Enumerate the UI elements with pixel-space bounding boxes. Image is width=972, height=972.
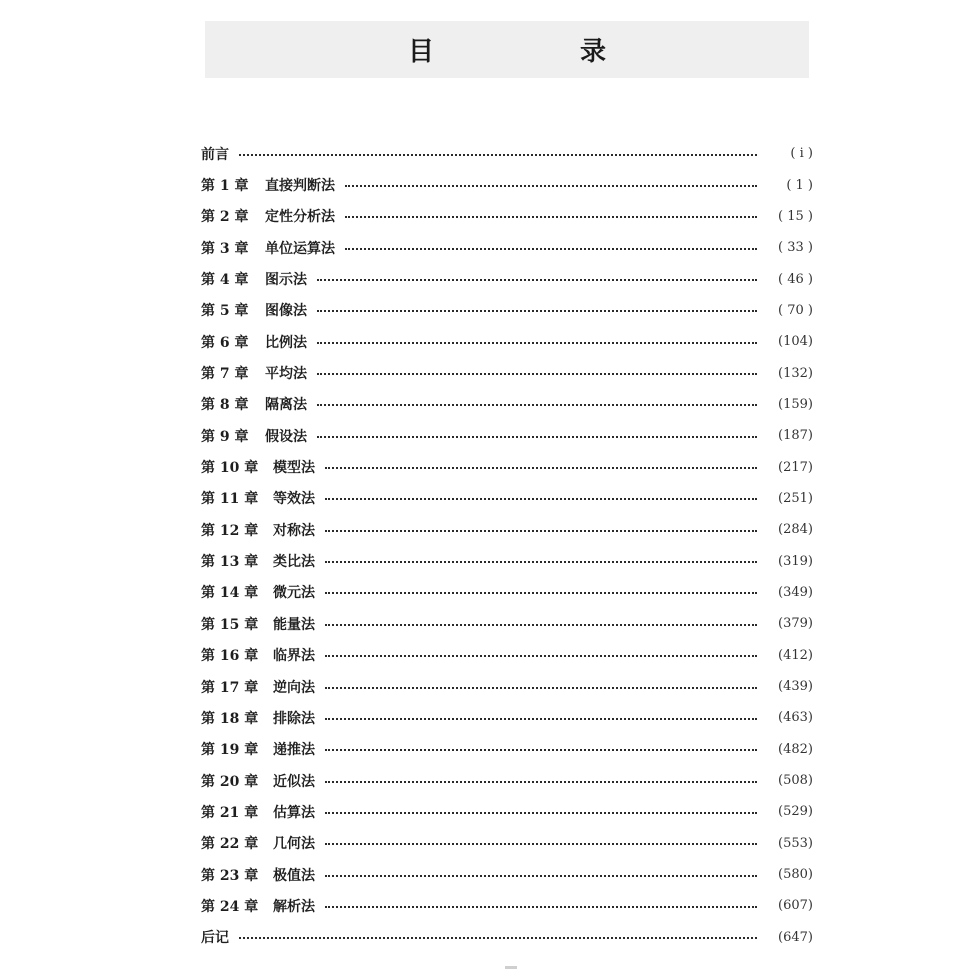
toc-chapter-number: 第 16 章	[201, 648, 259, 665]
toc-chapter-number: 第 4 章	[201, 272, 249, 289]
toc-page-number: (553)	[778, 835, 813, 851]
toc-chapter-title: 逆向法	[273, 679, 315, 696]
dot-leader	[345, 216, 757, 218]
toc-title-bar	[205, 21, 809, 78]
toc-page-number: (508)	[778, 773, 813, 789]
dot-leader	[325, 467, 757, 469]
toc-chapter-number: 第 13 章	[201, 554, 259, 571]
dot-leader	[325, 624, 757, 626]
toc-row-chapter[interactable]	[201, 671, 813, 702]
toc-chapter-number: 第 19 章	[201, 742, 259, 759]
page-title: 目 录	[407, 37, 666, 67]
dot-leader	[317, 373, 757, 375]
toc-row-chapter[interactable]	[201, 201, 813, 232]
toc-chapter-title: 对称法	[273, 522, 315, 539]
toc-row-chapter[interactable]	[201, 263, 813, 294]
toc-page-number: (319)	[778, 553, 813, 569]
toc-page-number: (379)	[778, 616, 813, 632]
toc-page-number: (412)	[778, 647, 813, 663]
toc-row-chapter[interactable]	[201, 796, 813, 827]
toc-chapter-number: 第 20 章	[201, 773, 259, 790]
toc-chapter-title: 单位运算法	[265, 240, 335, 257]
dot-leader	[345, 248, 757, 250]
toc-entry-label: 前言	[201, 146, 229, 163]
toc-chapter-number: 第 11 章	[201, 491, 259, 508]
toc-chapter-number: 第 23 章	[201, 867, 259, 884]
dot-leader	[325, 875, 757, 877]
toc-row-chapter[interactable]	[201, 640, 813, 671]
toc-chapter-title: 等效法	[273, 491, 315, 508]
toc-row-chapter[interactable]	[201, 608, 813, 639]
toc-page-number: (529)	[778, 804, 813, 820]
toc-row-afterword[interactable]	[201, 922, 813, 953]
toc-page-number: ( 15 )	[778, 208, 813, 224]
toc-chapter-title: 图像法	[265, 303, 307, 320]
toc-chapter-title: 图示法	[265, 272, 307, 289]
toc-chapter-title: 比例法	[265, 334, 307, 351]
toc-chapter-number: 第 10 章	[201, 460, 259, 477]
toc-chapter-number: 第 5 章	[201, 303, 249, 320]
toc-chapter-title: 临界法	[273, 648, 315, 665]
toc-chapter-number: 第 17 章	[201, 679, 259, 696]
toc-row-chapter[interactable]	[201, 483, 813, 514]
toc-page-number: (217)	[778, 459, 813, 475]
toc-chapter-title: 假设法	[265, 428, 307, 445]
toc-page-number: (187)	[778, 428, 813, 444]
toc-page-number: (349)	[778, 584, 813, 600]
toc-page-number: (251)	[778, 490, 813, 506]
toc-page-number: ( 46 )	[778, 271, 813, 287]
toc-row-chapter[interactable]	[201, 357, 813, 388]
toc-chapter-number: 第 1 章	[201, 178, 249, 195]
dot-leader	[325, 906, 757, 908]
toc-page-number: (580)	[778, 867, 813, 883]
toc-chapter-number: 第 2 章	[201, 209, 249, 226]
toc-chapter-title: 极值法	[273, 867, 315, 884]
toc-row-chapter[interactable]	[201, 326, 813, 357]
toc-row-chapter[interactable]	[201, 890, 813, 921]
toc-page-number: (284)	[778, 522, 813, 538]
toc-row-chapter[interactable]	[201, 389, 813, 420]
toc-chapter-number: 第 6 章	[201, 334, 249, 351]
dot-leader	[325, 718, 757, 720]
dot-leader	[239, 154, 757, 156]
toc-page-number: ( ⅰ )	[790, 146, 813, 162]
toc-row-chapter[interactable]	[201, 702, 813, 733]
dot-leader	[239, 937, 757, 939]
dot-leader	[325, 530, 757, 532]
toc-chapter-number: 第 3 章	[201, 240, 249, 257]
toc-row-chapter[interactable]	[201, 765, 813, 796]
toc-chapter-number: 第 24 章	[201, 898, 259, 915]
dot-leader	[317, 310, 757, 312]
dot-leader	[317, 404, 757, 406]
toc-chapter-title: 定性分析法	[265, 209, 335, 226]
dot-leader	[325, 498, 757, 500]
dot-leader	[325, 749, 757, 751]
dot-leader	[325, 561, 757, 563]
toc-page-number: (607)	[778, 898, 813, 914]
toc-chapter-title: 直接判断法	[265, 178, 335, 195]
dot-leader	[317, 342, 757, 344]
toc-chapter-title: 微元法	[273, 585, 315, 602]
dot-leader	[317, 436, 757, 438]
toc-chapter-title: 平均法	[265, 366, 307, 383]
toc-row-chapter[interactable]	[201, 577, 813, 608]
toc-row-chapter[interactable]	[201, 169, 813, 200]
dot-leader	[325, 655, 757, 657]
toc-row-chapter[interactable]	[201, 734, 813, 765]
toc-row-chapter[interactable]	[201, 545, 813, 576]
toc-row-chapter[interactable]	[201, 420, 813, 451]
toc-chapter-title: 排除法	[273, 710, 315, 727]
toc-chapter-title: 隔离法	[265, 397, 307, 414]
toc-page-number: (104)	[778, 334, 813, 350]
toc-page-number: (647)	[778, 929, 813, 945]
toc-page-number: ( 1 )	[786, 177, 813, 193]
toc-chapter-number: 第 22 章	[201, 836, 259, 853]
dot-leader	[345, 185, 757, 187]
toc-chapter-number: 第 14 章	[201, 585, 259, 602]
table-of-contents	[201, 138, 813, 953]
toc-chapter-number: 第 21 章	[201, 804, 259, 821]
toc-chapter-title: 递推法	[273, 742, 315, 759]
toc-chapter-title: 估算法	[273, 804, 315, 821]
toc-chapter-title: 解析法	[273, 898, 315, 915]
toc-page-number: (463)	[778, 710, 813, 726]
dot-leader	[317, 279, 757, 281]
toc-chapter-number: 第 12 章	[201, 522, 259, 539]
toc-chapter-number: 第 15 章	[201, 616, 259, 633]
toc-row-chapter[interactable]	[201, 295, 813, 326]
toc-page-number: (132)	[778, 365, 813, 381]
dot-leader	[325, 687, 757, 689]
toc-chapter-number: 第 8 章	[201, 397, 249, 414]
dot-leader	[325, 843, 757, 845]
toc-chapter-title: 类比法	[273, 554, 315, 571]
toc-page-number: (159)	[778, 396, 813, 412]
toc-page-number: ( 70 )	[778, 302, 813, 318]
toc-row-preface[interactable]	[201, 138, 813, 169]
toc-page-number: (439)	[778, 679, 813, 695]
toc-chapter-title: 模型法	[273, 460, 315, 477]
toc-row-chapter[interactable]	[201, 232, 813, 263]
toc-chapter-number: 第 9 章	[201, 428, 249, 445]
toc-chapter-number: 第 7 章	[201, 366, 249, 383]
toc-row-chapter[interactable]	[201, 828, 813, 859]
toc-row-chapter[interactable]	[201, 451, 813, 482]
toc-page-number: ( 33 )	[778, 240, 813, 256]
toc-row-chapter[interactable]	[201, 859, 813, 890]
dot-leader	[325, 781, 757, 783]
toc-chapter-title: 能量法	[273, 616, 315, 633]
toc-chapter-number: 第 18 章	[201, 710, 259, 727]
toc-entry-label: 后记	[201, 930, 229, 947]
toc-chapter-title: 近似法	[273, 773, 315, 790]
toc-row-chapter[interactable]	[201, 514, 813, 545]
dot-leader	[325, 592, 757, 594]
dot-leader	[325, 812, 757, 814]
toc-chapter-title: 几何法	[273, 836, 315, 853]
toc-page-number: (482)	[778, 741, 813, 757]
page-edge-mark	[505, 966, 517, 969]
